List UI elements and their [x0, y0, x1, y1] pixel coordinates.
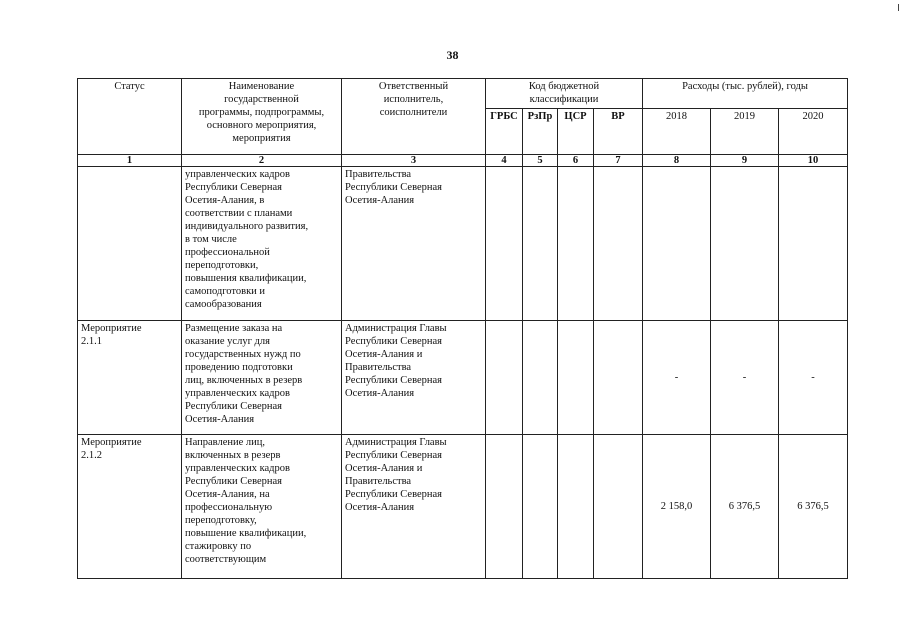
header-budget-code: Код бюджетной классификации [486, 79, 643, 109]
row-grbs [486, 435, 523, 579]
table-row [78, 435, 848, 579]
header-year-2020: 2020 [779, 109, 848, 155]
row-rzpr [523, 435, 558, 579]
header-year-2018: 2018 [643, 109, 711, 155]
row-executor: Правительства Республики Северная Осетия-Алания [342, 167, 486, 321]
row-grbs [486, 167, 523, 321]
column-number: 10 [779, 155, 848, 167]
row-value-2018 [643, 167, 711, 321]
row-name: Направление лиц, включенных в резерв управленческих кадров Республики Северная Осетия-Алания, на профессиональную переподготовку, повышение квалификации, стажировку по соответствующим [182, 435, 342, 579]
header-executor: Ответственный исполнитель, соисполнители [342, 79, 486, 155]
column-number: 3 [342, 155, 486, 167]
header-year-2019: 2019 [711, 109, 779, 155]
column-number: 1 [78, 155, 182, 167]
column-number: 5 [523, 155, 558, 167]
column-number: 7 [594, 155, 643, 167]
column-number: 4 [486, 155, 523, 167]
row-value-2019 [711, 167, 779, 321]
row-name: управленческих кадров Республики Северная Осетия-Алания, в соответствии с планами индивидуального развития, в том числе профессиональной переподготовки, повышения квалификации, самоподготовки и самообразования [182, 167, 342, 321]
column-number: 8 [643, 155, 711, 167]
row-rzpr [523, 321, 558, 435]
row-executor: Администрация Главы Республики Северная Осетия-Алания и Правительства Республики Северная Осетия-Алания [342, 321, 486, 435]
row-status: Мероприятие 2.1.1 [78, 321, 182, 435]
header-status: Статус [78, 79, 182, 155]
row-value-2019: 6 376,5 [711, 435, 779, 579]
table-row [78, 167, 848, 321]
header-csr: ЦСР [558, 109, 594, 155]
row-vr [594, 167, 643, 321]
row-vr [594, 321, 643, 435]
row-grbs [486, 321, 523, 435]
row-csr [558, 167, 594, 321]
scan-edge-mark [898, 4, 899, 11]
row-rzpr [523, 167, 558, 321]
row-status: Мероприятие 2.1.2 [78, 435, 182, 579]
row-status [78, 167, 182, 321]
column-number: 2 [182, 155, 342, 167]
row-csr [558, 435, 594, 579]
row-name: Размещение заказа на оказание услуг для государственных нужд по проведению подготовки лиц, включенных в резерв управленческих кадров Республики Северная Осетия-Алания [182, 321, 342, 435]
header-program-name: Наименование государственной программы, подпрограммы, основного мероприятия, мероприятия [182, 79, 342, 155]
row-value-2019: - [711, 321, 779, 435]
row-vr [594, 435, 643, 579]
header-grbs: ГРБС [486, 109, 523, 155]
row-csr [558, 321, 594, 435]
row-value-2020: - [779, 321, 848, 435]
page-number: 38 [446, 48, 459, 62]
row-value-2020 [779, 167, 848, 321]
row-executor: Администрация Главы Республики Северная Осетия-Алания и Правительства Республики Северная Осетия-Алания [342, 435, 486, 579]
budget-table [77, 78, 848, 579]
table-row [78, 321, 848, 435]
header-vr: ВР [594, 109, 643, 155]
column-number: 6 [558, 155, 594, 167]
column-number-row [78, 155, 848, 167]
row-value-2018: - [643, 321, 711, 435]
column-number: 9 [711, 155, 779, 167]
header-expenses: Расходы (тыс. рублей), годы [643, 79, 848, 109]
row-value-2020: 6 376,5 [779, 435, 848, 579]
header-rzpr: РзПр [523, 109, 558, 155]
row-value-2018: 2 158,0 [643, 435, 711, 579]
